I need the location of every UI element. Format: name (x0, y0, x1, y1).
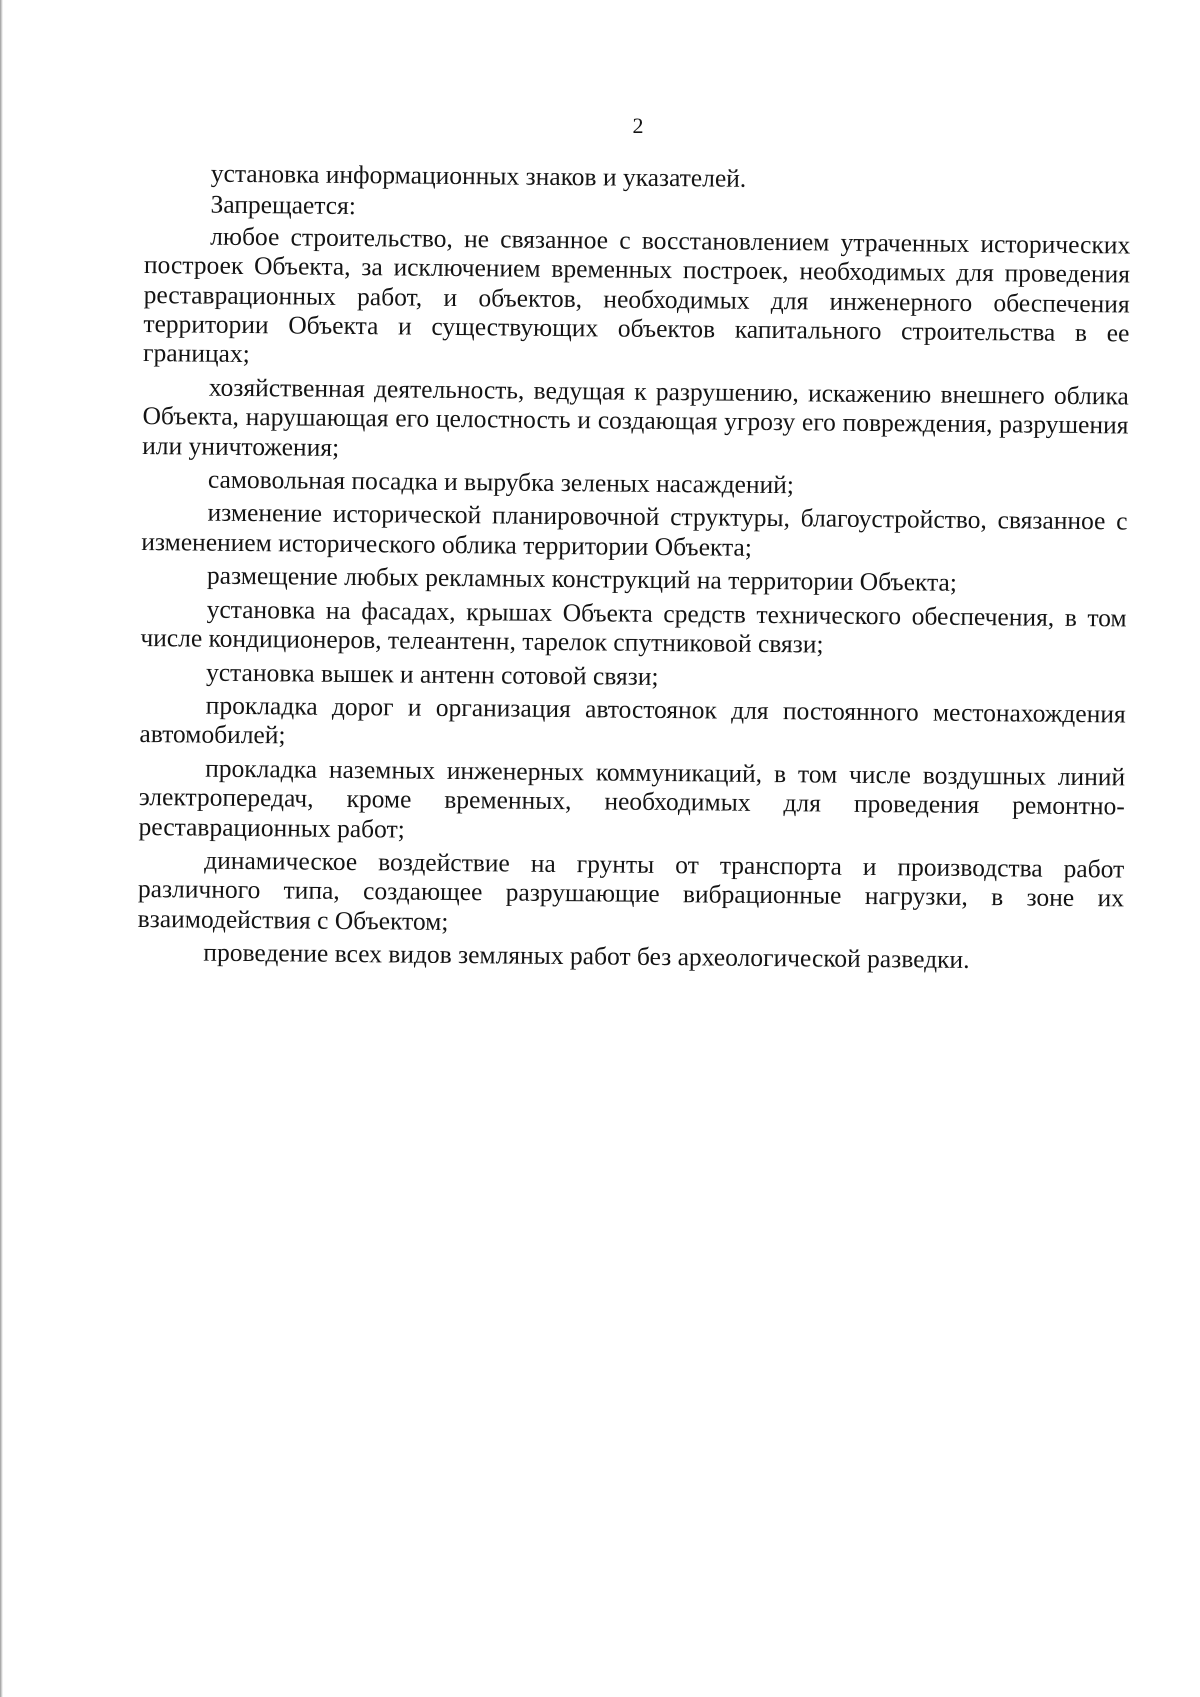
list-item: самовольная посадка и вырубка зеленых насаждений; (207, 464, 795, 500)
paragraph: установка информационных знаков и указателей. (210, 158, 747, 193)
list-item: прокладка наземных инженерных коммуникаций, в том числе воздушных линий электропередач, кроме временных, необходимых для проведения ремонтно-реставрационных работ; (138, 753, 1126, 844)
list-item: изменение исторической планировочной структуры, благоустройство, связанное с изменением исторического облика территории Объекта; (141, 498, 1128, 562)
list-item: любое строительство, не связанное с восстановлением утраченных исторических построек Объекта, за исключением временных построек, необходимых для проведения реставрационных работ, и объектов, необходимых для инженерного обеспечения территории Объекта и существующих объектов капитального строительства в ее границах; (142, 221, 1131, 369)
list-item: установка на фасадах, крышах Объекта средств технического обеспечения, в том числе кондиционеров, телеантенн, тарелок спутниковой связи; (140, 594, 1127, 659)
list-item: размещение любых рекламных конструкций на территории Объекта; (206, 560, 958, 598)
list-item: прокладка дорог и организация автостоянок для постоянного местонахождения автомобилей; (139, 690, 1126, 750)
document-body (137, 158, 1131, 980)
scan-edge (0, 0, 3, 1697)
page-number: 2 (632, 113, 644, 138)
list-item: хозяйственная деятельность, ведущая к разрушению, искажению внешнего облика Объекта, нарушающая его целостность и создающая угрозу его повреждения, разрушения или уничтожения; (142, 372, 1129, 462)
list-item: динамическое воздействие на грунты от транспорта и производства работ различного типа, создающее разрушающие вибрационные нагрузки, в зоне их взаимодействия с Объектом; (137, 845, 1125, 936)
list-item: установка вышек и антенн сотовой связи; (205, 657, 659, 691)
paragraph: Запрещается: (210, 190, 357, 221)
list-item: проведение всех видов земляных работ без археологической разведки. (203, 937, 970, 975)
